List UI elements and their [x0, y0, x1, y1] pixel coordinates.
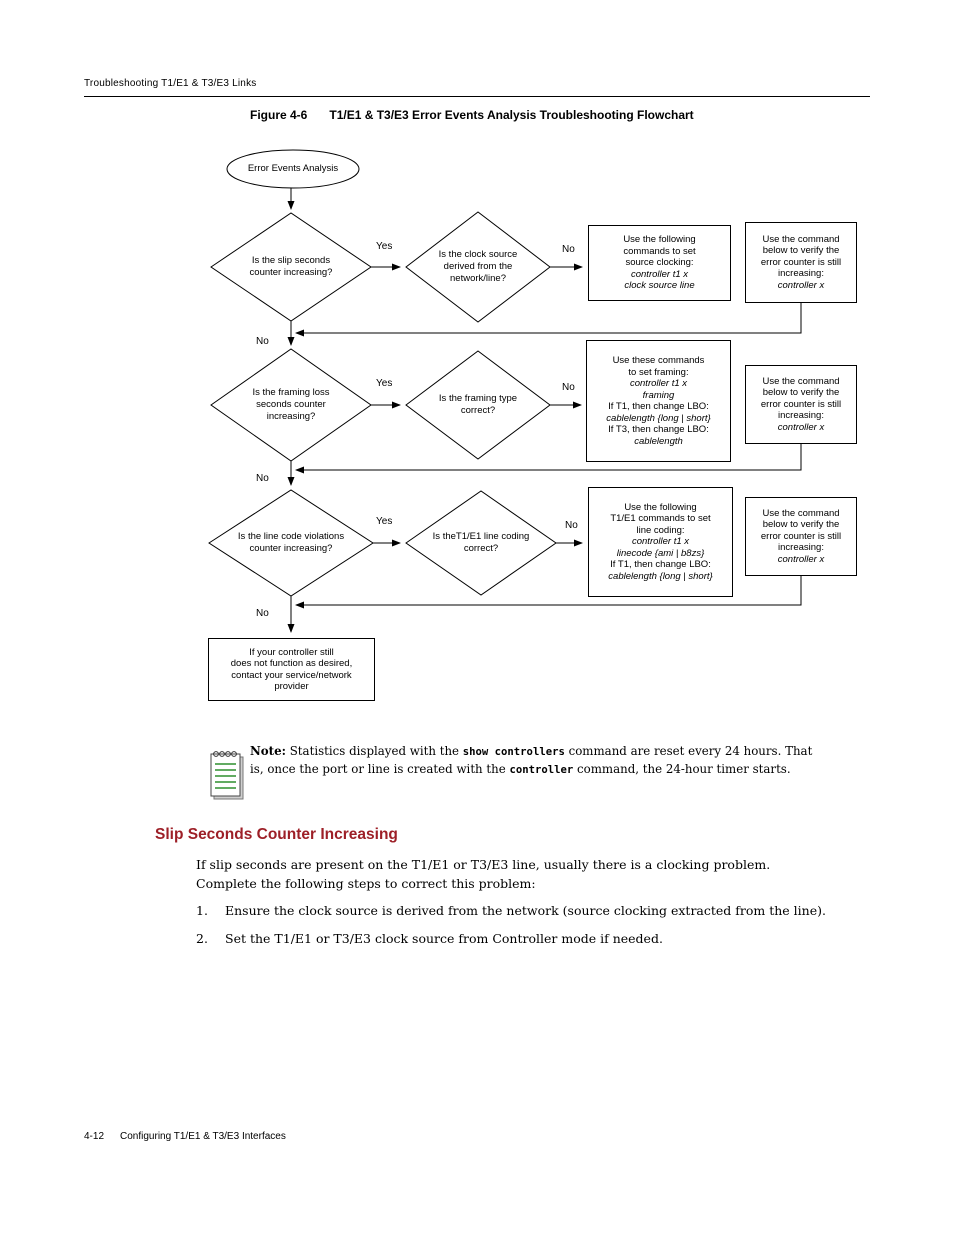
text-line: Error Events Analysis [247, 163, 339, 174]
note-text [250, 743, 868, 779]
text-line: controller x [777, 421, 825, 433]
box-set-line-coding [588, 487, 733, 597]
text-line: increasing: [778, 268, 824, 280]
text-line: counter increasing? [249, 543, 333, 554]
text-line: increasing? [266, 411, 316, 422]
no-label-1: No [562, 244, 575, 255]
note-line-2 [250, 761, 868, 779]
note-text-span: is, once the port or line is created with the [250, 762, 510, 776]
text-line: controller t1 x [631, 536, 690, 548]
list-text: Set the T1/E1 or T3/E3 clock source from Controller mode if needed. [225, 931, 663, 946]
no-label-3: No [565, 520, 578, 531]
no-down-label-2: No [256, 473, 269, 484]
note-text-span: command are reset every 24 hours. That [564, 744, 813, 758]
text-line: Use the command [762, 233, 840, 245]
text-line: Use the command [762, 507, 840, 519]
text-line: error counter is still [760, 256, 842, 268]
text-line: controller x [777, 553, 825, 565]
start-label [228, 163, 358, 175]
text-line: contact your service/network [231, 669, 352, 681]
list-item-2 [196, 931, 663, 946]
note-icon [208, 745, 246, 801]
box-contact-provider [208, 638, 375, 701]
d5-text [206, 531, 376, 555]
text-line: If T3, then change LBO: [608, 424, 709, 435]
text-line: cablelength {long | short} [606, 412, 711, 424]
box-verify-counter-2 [745, 365, 857, 444]
text-line: increasing: [778, 410, 824, 422]
note-line-1 [250, 743, 868, 761]
text-line: clock source line [624, 280, 695, 292]
text-line: below to verify the [762, 245, 840, 257]
text-line: error counter is still [760, 398, 842, 410]
text-line: framing [642, 389, 675, 401]
figure-title: T1/E1 & T3/E3 Error Events Analysis Troubleshooting Flowchart [329, 108, 694, 122]
text-line: Is the line code violations [237, 531, 345, 542]
text-line: correct? [460, 405, 496, 416]
text-line: below to verify the [762, 519, 840, 531]
text-line: provider [274, 681, 309, 692]
text-line: cablelength {long | short} [608, 570, 713, 582]
text-line: If T1, then change LBO: [610, 559, 711, 571]
text-line: network/line? [450, 273, 506, 284]
note-command-2: controller [509, 764, 574, 776]
note-command-1: show controllers [462, 746, 565, 758]
no-label-2: No [562, 382, 575, 393]
text-line: Is theT1/E1 line coding [432, 531, 530, 542]
text-line: Use the following [624, 501, 697, 513]
text-line: error counter is still [760, 530, 842, 542]
list-number: 1. [196, 903, 208, 918]
text-line: counter increasing? [249, 267, 333, 278]
text-line: seconds counter [256, 399, 326, 410]
list-item-1 [196, 903, 826, 918]
box-set-source-clocking [588, 225, 731, 301]
note-text-span: command, the 24-hour timer starts. [573, 762, 791, 776]
text-line: controller t1 x [629, 378, 688, 389]
text-line: derived from the [443, 261, 513, 272]
text-line: linecode {ami | b8zs} [616, 547, 705, 559]
text-line: line coding: [636, 524, 685, 536]
box-set-framing [586, 340, 731, 462]
text-line: increasing: [778, 542, 824, 554]
figure-caption [250, 108, 694, 122]
text-line: Use the following [623, 234, 696, 246]
no-down-label-3: No [256, 608, 269, 619]
figure-label: Figure 4-6 [250, 108, 308, 122]
d1-text [226, 255, 356, 279]
yes-label-2: Yes [376, 378, 393, 389]
text-line: If T1, then change LBO: [608, 401, 709, 412]
note-text-span: Statistics displayed with the [285, 744, 463, 758]
text-line: controller t1 x [630, 268, 689, 280]
text-line: below to verify the [762, 387, 840, 399]
text-line: If your controller still [249, 646, 334, 658]
d4-text [413, 393, 543, 417]
text-line: commands to set [623, 245, 696, 257]
footer-page-number: 4-12 [84, 1131, 105, 1142]
section-heading: Slip Seconds Counter Increasing [155, 826, 398, 843]
yes-label-1: Yes [376, 241, 393, 252]
feedback-line-1 [296, 303, 801, 333]
note-label: Note: [250, 744, 286, 758]
text-line: controller x [777, 279, 825, 291]
text-line: does not function as desired, [230, 658, 353, 669]
text-line: T1/E1 commands to set [610, 513, 711, 525]
text-line: cablelength [634, 435, 683, 447]
list-text: Ensure the clock source is derived from the network (source clocking extracted from the line). [225, 903, 826, 918]
text-line: Is the framing loss [252, 387, 330, 398]
flowchart [0, 140, 954, 735]
d2-text [413, 249, 543, 285]
intro-line: Complete the following steps to correct this problem: [196, 875, 536, 891]
text-line: correct? [463, 543, 499, 554]
text-line: to set framing: [628, 366, 689, 378]
footer-title: Configuring T1/E1 & T3/E3 Interfaces [120, 1131, 286, 1142]
no-down-label-1: No [256, 336, 269, 347]
d6-text [406, 531, 556, 555]
running-footer [84, 1131, 286, 1142]
section-intro [196, 856, 896, 893]
text-line: Use the command [762, 375, 840, 387]
running-header: Troubleshooting T1/E1 & T3/E3 Links [84, 78, 257, 89]
text-line: source clocking: [625, 257, 694, 269]
text-line: Use these commands [612, 355, 705, 366]
yes-label-3: Yes [376, 516, 393, 527]
text-line: Is the framing type [438, 393, 518, 404]
header-rule [84, 96, 870, 97]
intro-line: If slip seconds are present on the T1/E1 or T3/E3 line, usually there is a clocking problem. [196, 857, 771, 872]
list-number: 2. [196, 931, 208, 946]
text-line: Is the clock source [438, 249, 518, 260]
text-line: Is the slip seconds [251, 255, 331, 266]
note-block [208, 743, 868, 779]
d3-text [226, 387, 356, 423]
box-verify-counter-1 [745, 222, 857, 303]
box-verify-counter-3 [745, 497, 857, 576]
